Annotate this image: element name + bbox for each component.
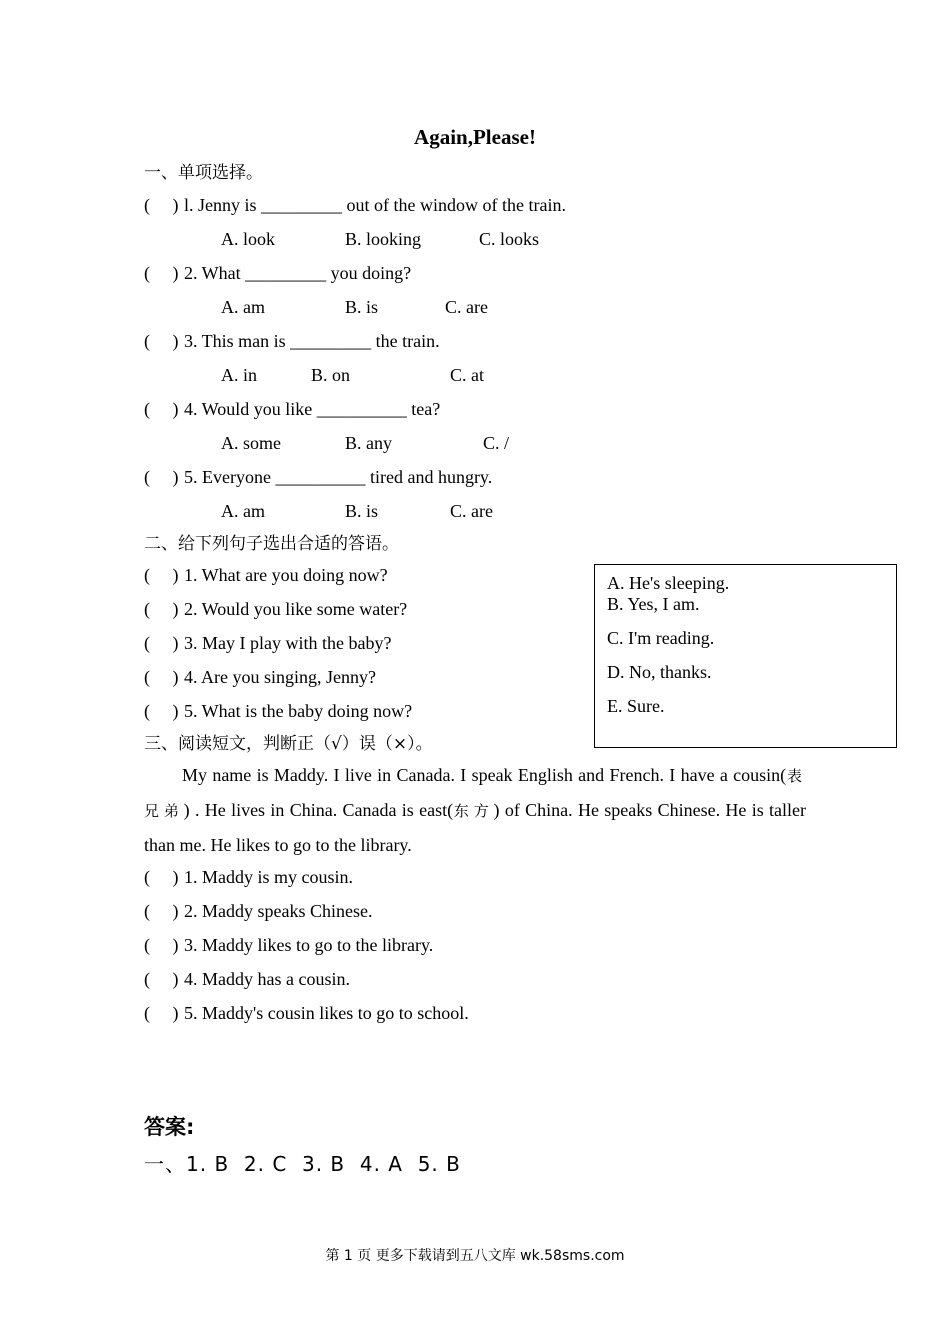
question-row: ( ) l. Jenny is _________ out of the window of the train. — [144, 195, 566, 215]
question-row: ( ) 2. What _________ you doing? — [144, 263, 412, 283]
answer-choices-box — [594, 564, 897, 748]
question-row: ( ) 3. This man is _________ the train. — [144, 331, 440, 351]
options-row: A. am B. is C. are — [221, 501, 493, 521]
options-row: A. in B. on C. at — [221, 365, 484, 385]
question-row: ( ) 4. Would you like __________ tea? — [144, 399, 441, 419]
choice-a: A. He's sleeping. — [607, 573, 730, 593]
answers-line: 一、1. B 2. C 3. B 4. A 5. B — [144, 1152, 461, 1176]
page-footer: 第 1 页 更多下载请到五八文库 wk.58sms.com — [325, 1248, 625, 1264]
question-row: ( ) 5. Everyone __________ tired and hungry. — [144, 467, 493, 487]
section1-heading: 一、单项选择。 — [144, 163, 263, 183]
match-row: ( ) 4. Are you singing, Jenny? — [144, 667, 376, 687]
choice-b: B. Yes, I am. — [607, 594, 700, 614]
choice-d: D. No, thanks. — [607, 662, 712, 682]
reading-passage: My name is Maddy. I live in Canada. I speak English and French. I have a cousin(表兄弟) . He lives in China. Canada is east(东方) of China. He speaks Chinese. He is taller than me. He likes to go to the library. — [144, 765, 806, 855]
judge-row: ( ) 2. Maddy speaks Chinese. — [144, 901, 373, 921]
options-row: A. look B. looking C. looks — [221, 229, 540, 249]
judge-row: ( ) 4. Maddy has a cousin. — [144, 969, 350, 989]
options-row: A. some B. any C. / — [221, 433, 510, 453]
options-row: A. am B. is C. are — [221, 297, 488, 317]
page-title: Again,Please! — [414, 125, 536, 149]
judge-row: ( ) 3. Maddy likes to go to the library. — [144, 935, 434, 955]
match-row: ( ) 2. Would you like some water? — [144, 599, 408, 619]
match-row: ( ) 5. What is the baby doing now? — [144, 701, 413, 721]
section2-heading: 二、给下列句子选出合适的答语。 — [144, 534, 399, 554]
choice-e: E. Sure. — [607, 696, 665, 716]
answers-heading: 答案: — [144, 1115, 195, 1139]
judge-row: ( ) 5. Maddy's cousin likes to go to school. — [144, 1003, 469, 1023]
judge-row: ( ) 1. Maddy is my cousin. — [144, 867, 353, 887]
section3-heading: 三、阅读短文，判断正（√）误（×）。 — [144, 734, 433, 754]
match-row: ( ) 1. What are you doing now? — [144, 565, 388, 585]
match-row: ( ) 3. May I play with the baby? — [144, 633, 392, 653]
choice-c: C. I'm reading. — [607, 628, 715, 648]
